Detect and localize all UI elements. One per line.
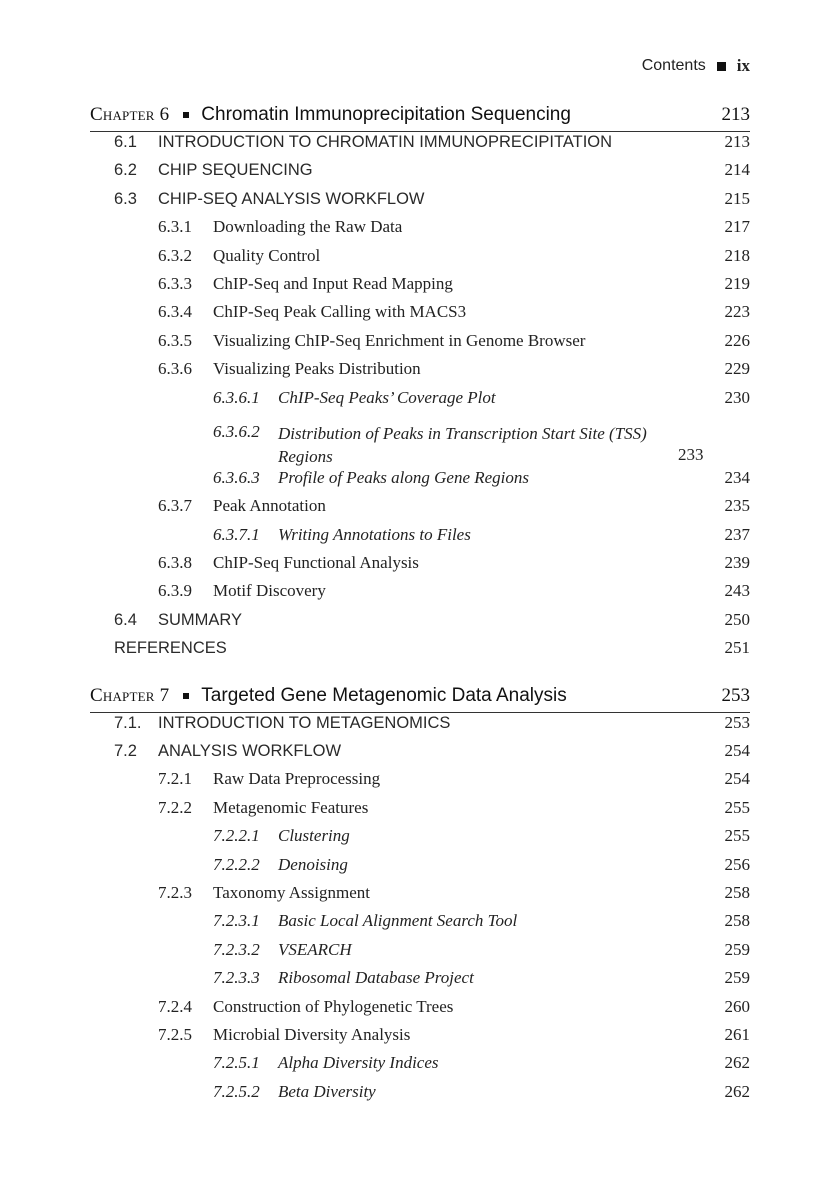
section-page: 250 (724, 609, 750, 629)
running-header-label: Contents (641, 57, 706, 74)
toc-entry[interactable] (90, 331, 750, 359)
toc-entry[interactable] (90, 997, 750, 1025)
section-number: 7.2.4 (158, 996, 192, 1016)
section-title: ChIP-Seq Peaks’ Coverage Plot (278, 387, 496, 407)
square-bullet-icon (717, 62, 726, 71)
section-title: Quality Control (213, 245, 321, 265)
toc-entry[interactable] (90, 388, 750, 416)
section-page: 230 (724, 387, 750, 407)
toc-entry[interactable] (90, 416, 750, 468)
section-page: 239 (724, 553, 750, 573)
section-page: 255 (724, 797, 750, 817)
section-title: REFERENCES (114, 639, 227, 658)
section-number: 7.2.2.2 (213, 854, 260, 874)
table-of-contents (90, 104, 750, 1110)
toc-entry[interactable] (90, 553, 750, 581)
toc-entry[interactable] (90, 525, 750, 553)
toc-entry[interactable] (90, 826, 750, 854)
section-title: Visualizing ChIP-Seq Enrichment in Genome Browser (213, 330, 586, 350)
section-number: 6.3.8 (158, 553, 192, 573)
section-page: 261 (724, 1024, 750, 1044)
toc-entry[interactable] (90, 769, 750, 797)
section-number: 6.3.6.2 (213, 421, 260, 441)
section-title: Motif Discovery (213, 581, 326, 601)
section-title: Construction of Phylogenetic Trees (213, 996, 454, 1016)
section-title: ANALYSIS WORKFLOW (158, 742, 342, 761)
section-page: 258 (724, 911, 750, 931)
section-number: 6.1 (114, 133, 137, 151)
chapter-label: Chapter 7 (90, 684, 170, 706)
section-title: Ribosomal Database Project (278, 968, 474, 988)
section-title: ChIP-Seq Peak Calling with MACS3 (213, 302, 467, 322)
section-number: 6.3.6.3 (213, 467, 260, 487)
chapter-heading[interactable] (90, 104, 750, 132)
section-title: Distribution of Peaks in Transcription Start Site (TSS) Regions (278, 423, 647, 466)
section-title: Profile of Peaks along Gene Regions (278, 467, 530, 487)
section-number: 6.3.4 (158, 302, 192, 322)
section-title: ChIP-Seq and Input Read Mapping (213, 273, 453, 293)
section-page: 235 (724, 496, 750, 516)
section-number: 7.2.5.2 (213, 1081, 260, 1101)
chapter-title: Chromatin Immunoprecipitation Sequencing (201, 104, 571, 125)
toc-entry[interactable] (90, 160, 750, 188)
section-number: 6.3.7 (158, 496, 192, 516)
toc-entry[interactable] (90, 638, 750, 666)
section-number: 7.2.3.3 (213, 968, 260, 988)
section-number: 7.2.2 (158, 797, 192, 817)
chapter-heading[interactable] (90, 685, 750, 713)
toc-entry[interactable] (90, 246, 750, 274)
section-title: ChIP-Seq Functional Analysis (213, 553, 419, 573)
chapter-title: Targeted Gene Metagenomic Data Analysis (201, 684, 567, 706)
section-number: 7.2.3.1 (213, 911, 260, 931)
section-page: 259 (724, 939, 750, 959)
section-number: 6.3.7.1 (213, 524, 260, 544)
section-number: 6.3.5 (158, 330, 192, 350)
section-title: Clustering (278, 826, 350, 846)
section-page: 223 (724, 302, 750, 322)
square-bullet-icon (183, 112, 189, 118)
section-number: 7.2 (114, 742, 137, 761)
section-title: Beta Diversity (278, 1081, 376, 1101)
section-title: CHIP-SEQ ANALYSIS WORKFLOW (158, 189, 425, 208)
chapter-gap (90, 667, 750, 685)
section-page: 213 (724, 132, 750, 151)
chapter-page: 253 (721, 684, 750, 706)
section-number: 6.3.9 (158, 581, 192, 601)
toc-entry[interactable] (90, 713, 750, 741)
section-page: 262 (724, 1081, 750, 1101)
section-title: INTRODUCTION TO METAGENOMICS (158, 713, 451, 732)
section-title: Denoising (278, 854, 348, 874)
section-page: 259 (724, 968, 750, 988)
toc-entry[interactable] (90, 968, 750, 996)
toc-entry[interactable] (90, 359, 750, 387)
toc-entry[interactable] (90, 468, 750, 496)
running-header (642, 56, 750, 76)
section-page: 215 (724, 188, 750, 208)
section-title: SUMMARY (158, 610, 243, 629)
section-number: 7.2.3 (158, 882, 192, 902)
section-number: 7.2.5.1 (213, 1053, 260, 1073)
toc-entry[interactable] (90, 883, 750, 911)
section-number: 7.1. (114, 713, 142, 732)
section-page: 251 (724, 638, 750, 658)
toc-entry[interactable] (90, 1082, 750, 1110)
section-number: 6.3.6.1 (213, 387, 260, 407)
section-number: 7.2.1 (158, 769, 192, 789)
section-page: 253 (724, 712, 750, 732)
section-title: Alpha Diversity Indices (278, 1053, 439, 1073)
section-title: CHIP SEQUENCING (158, 161, 313, 180)
toc-entry[interactable] (90, 911, 750, 939)
square-bullet-icon (183, 693, 189, 699)
section-page: 254 (724, 741, 750, 761)
section-page: 258 (724, 882, 750, 902)
toc-entry[interactable] (90, 132, 750, 160)
toc-entry[interactable] (90, 610, 750, 638)
section-number: 7.2.3.2 (213, 939, 260, 959)
toc-entry[interactable] (90, 741, 750, 769)
section-page: 234 (724, 467, 750, 487)
section-page: 217 (724, 217, 750, 237)
section-page: 229 (724, 359, 750, 379)
section-title: Microbial Diversity Analysis (213, 1024, 411, 1044)
toc-entry[interactable] (90, 1053, 750, 1081)
page-number: ix (736, 56, 750, 75)
section-title: Basic Local Alignment Search Tool (278, 911, 518, 931)
toc-entry[interactable] (90, 496, 750, 524)
section-page: 214 (724, 160, 750, 180)
section-title: Downloading the Raw Data (213, 217, 403, 237)
section-number: 6.3.3 (158, 273, 192, 293)
toc-entry[interactable] (90, 1025, 750, 1053)
section-number: 6.3.2 (158, 245, 192, 265)
toc-entry[interactable] (90, 302, 750, 330)
section-page: 256 (724, 854, 750, 874)
section-title: INTRODUCTION TO CHROMATIN IMMUNOPRECIPITATION (158, 133, 613, 151)
chapter-label: Chapter 6 (90, 104, 170, 125)
toc-entry[interactable] (90, 855, 750, 883)
section-number: 7.2.5 (158, 1024, 192, 1044)
toc-entry[interactable] (90, 798, 750, 826)
section-page: 219 (724, 273, 750, 293)
toc-entry[interactable] (90, 581, 750, 609)
section-page: 254 (724, 769, 750, 789)
section-page: 255 (724, 826, 750, 846)
section-page: 218 (724, 245, 750, 265)
section-title: VSEARCH (278, 939, 352, 959)
section-page: 260 (724, 996, 750, 1016)
section-page: 233 (678, 444, 704, 464)
section-page: 262 (724, 1053, 750, 1073)
section-number: 6.4 (114, 610, 137, 629)
toc-entry[interactable] (90, 189, 750, 217)
section-number: 6.3.1 (158, 217, 192, 237)
section-number: 6.3.6 (158, 359, 192, 379)
section-title: Visualizing Peaks Distribution (213, 359, 421, 379)
section-page: 237 (724, 524, 750, 544)
section-number: 7.2.2.1 (213, 826, 260, 846)
section-number: 6.3 (114, 189, 137, 208)
section-title: Writing Annotations to Files (278, 524, 471, 544)
toc-entry[interactable] (90, 940, 750, 968)
section-number: 6.2 (114, 161, 137, 180)
section-title: Peak Annotation (213, 496, 326, 516)
section-page: 226 (724, 330, 750, 350)
section-title: Metagenomic Features (213, 797, 369, 817)
toc-entry[interactable] (90, 217, 750, 245)
chapter-page: 213 (721, 104, 750, 125)
toc-entry[interactable] (90, 274, 750, 302)
section-title: Raw Data Preprocessing (213, 769, 381, 789)
section-page: 243 (724, 581, 750, 601)
section-title: Taxonomy Assignment (213, 882, 371, 902)
